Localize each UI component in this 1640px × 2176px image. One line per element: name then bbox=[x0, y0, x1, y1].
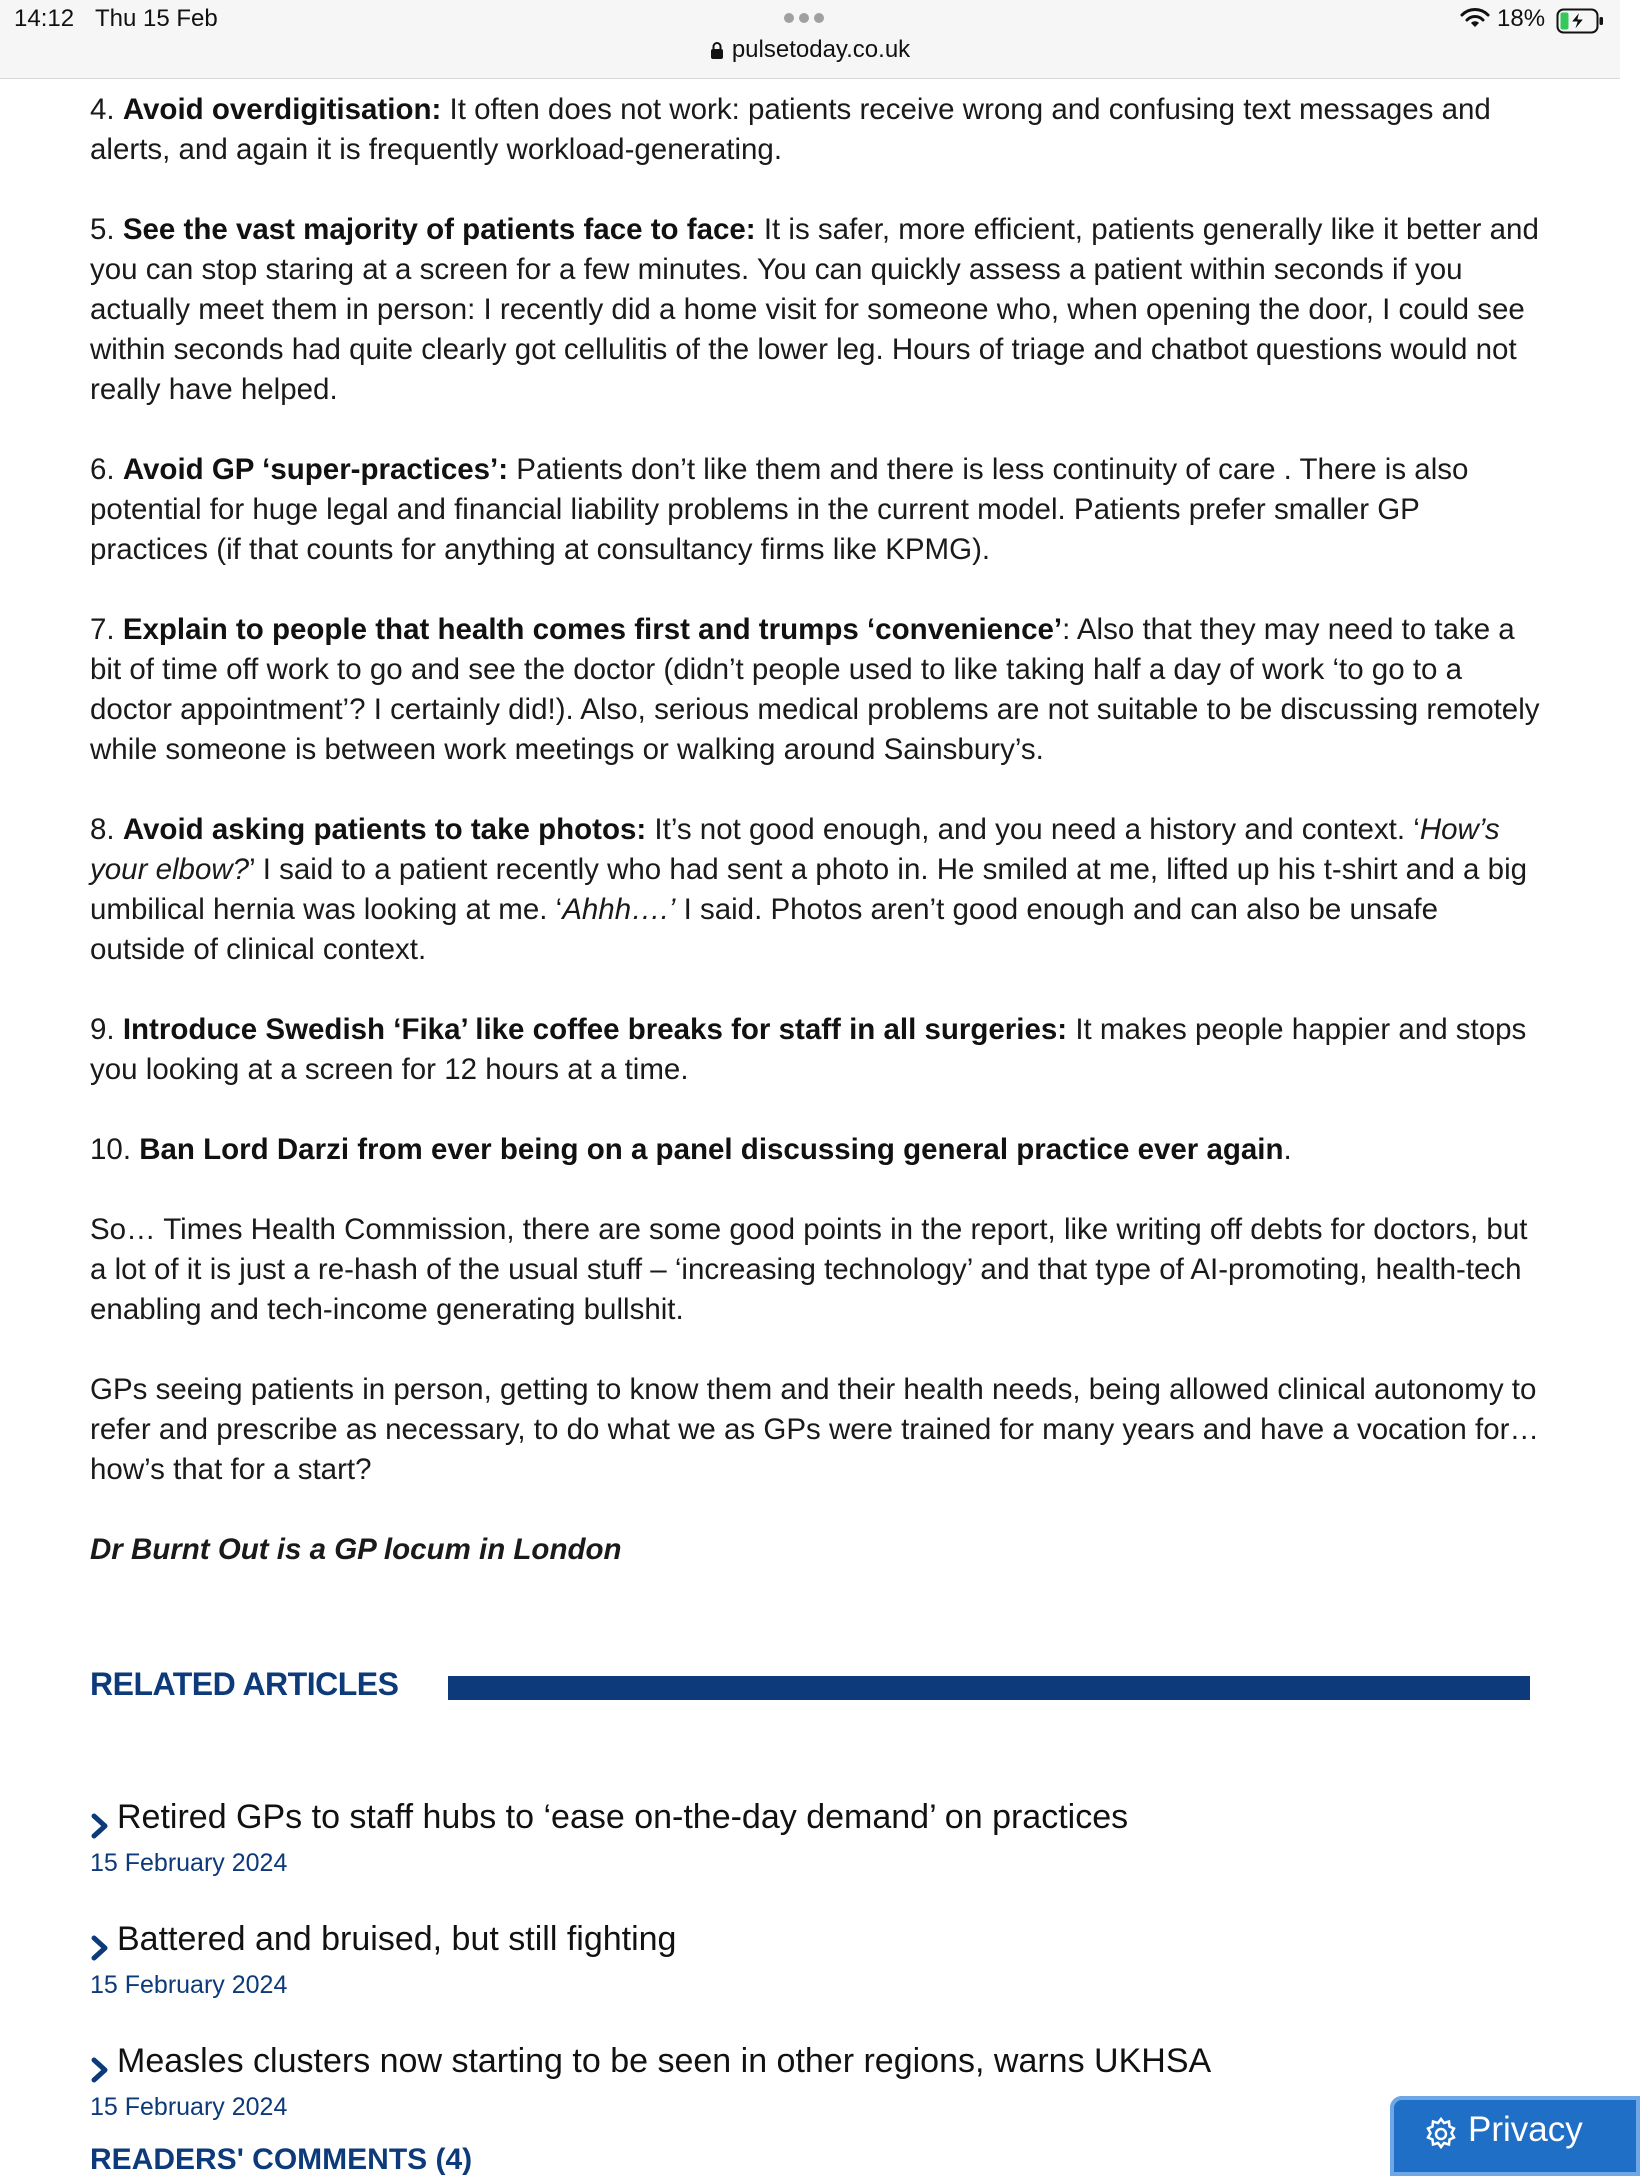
point-text: It is safer, more efficient, patients generally like it better and you can stop staring at a screen for a few minutes. You can quickly assess a patient within seconds if you actually meet them in person: I recently did a home visit for someone who, when opening the door, I could see within seconds had quite clearly got cellulitis of the lower leg. Hours of triage and chatbot questions would not really have helped. bbox=[90, 213, 1539, 406]
list-number: 7. bbox=[90, 613, 123, 646]
status-date: Thu 15 Feb bbox=[95, 5, 218, 32]
chevron-right-icon bbox=[90, 2056, 110, 2089]
related-article-item[interactable] bbox=[90, 2042, 1530, 2132]
article-paragraph bbox=[90, 810, 1540, 970]
privacy-label: Privacy bbox=[1468, 2110, 1583, 2149]
point-text: I said. Photos aren’t good enough and can also be unsafe outside of clinical context. bbox=[90, 893, 1439, 966]
point-heading: Avoid asking patients to take photos: bbox=[122, 813, 647, 846]
list-number: 8. bbox=[90, 813, 123, 846]
list-number: 4. bbox=[90, 93, 123, 126]
battery-percent: 18% bbox=[1497, 5, 1546, 32]
related-article-date: 15 February 2024 bbox=[90, 1849, 288, 1877]
point-text: ’ I said to a patient recently who had sent a photo in. He smiled at me, lifted up his t-shirt and a big umbilical hernia was looking at me. ‘ bbox=[90, 853, 1528, 926]
list-number: 9. bbox=[90, 1013, 123, 1046]
article-paragraph bbox=[90, 210, 1540, 410]
related-article-date: 15 February 2024 bbox=[90, 2093, 288, 2121]
point-heading: See the vast majority of patients face to face: bbox=[122, 213, 756, 246]
point-heading: Explain to people that health comes first and trumps ‘convenience’ bbox=[122, 613, 1063, 646]
paragraph-text: GPs seeing patients in person, getting to know them and their health needs, being allowed clinical autonomy to refer and prescribe as necessary, to do what we as GPs were trained for many years and have a vocation for… how’s that for a start? bbox=[90, 1373, 1539, 1486]
point-text: It makes people happier and stops you looking at a screen for 12 hours at a time. bbox=[90, 1013, 1527, 1086]
article-paragraph bbox=[90, 1130, 1540, 1170]
privacy-button[interactable] bbox=[1390, 2096, 1640, 2176]
article-paragraph bbox=[90, 1010, 1540, 1090]
article-paragraph bbox=[90, 1370, 1540, 1490]
quote-italic: How’s your elbow? bbox=[90, 813, 1500, 886]
multitasking-dots-icon[interactable] bbox=[784, 10, 834, 30]
paragraph-text: So… Times Health Commission, there are some good points in the report, like writing off debts for doctors, but a lot of it is just a re-hash of the usual stuff – ‘increasing technology’ and that type of AI-promoting, health-tech enabling and tech-income generating bullshit. bbox=[90, 1213, 1528, 1326]
heading-rule bbox=[448, 1676, 1530, 1700]
url-text: pulsetoday.co.uk bbox=[731, 36, 911, 63]
related-article-item[interactable] bbox=[90, 1798, 1530, 1888]
status-time: 14:12 bbox=[14, 5, 75, 32]
related-article-link[interactable]: Battered and bruised, but still fighting bbox=[117, 1920, 677, 1958]
address-bar[interactable] bbox=[0, 36, 1620, 66]
related-articles bbox=[90, 1666, 1530, 2132]
related-article-item[interactable] bbox=[90, 1920, 1530, 2010]
article-paragraph bbox=[90, 610, 1540, 770]
chevron-right-icon bbox=[90, 1934, 110, 1967]
point-heading: Avoid overdigitisation: bbox=[122, 93, 442, 126]
related-article-link[interactable]: Retired GPs to staff hubs to ‘ease on-the-day demand’ on practices bbox=[117, 1798, 1129, 1836]
chevron-right-icon bbox=[90, 1812, 110, 1845]
point-text: . bbox=[1283, 1133, 1292, 1166]
list-number: 6. bbox=[90, 453, 123, 486]
article-body bbox=[90, 90, 1540, 1610]
point-text: : Also that they may need to take a bit of time off work to go and see the doctor (didn’t people used to like taking half a day of work ‘to go to a doctor appointment’? I certainly did!). Also, serious medical problems are not suitable to be discussing remotely while someone is between work meetings or walking around Sainsbury’s. bbox=[90, 613, 1540, 766]
quote-italic: Ahhh….’ bbox=[562, 893, 676, 926]
related-header bbox=[90, 1666, 1530, 1706]
article-paragraph bbox=[90, 450, 1540, 570]
readers-comments-heading: READERS' COMMENTS (4) bbox=[90, 2143, 473, 2176]
author-byline: Dr Burnt Out is a GP locum in London bbox=[90, 1533, 622, 1566]
wifi-icon bbox=[1460, 7, 1490, 34]
list-number: 10. bbox=[90, 1133, 140, 1166]
gear-icon bbox=[1424, 2117, 1458, 2156]
point-heading: Introduce Swedish ‘Fika’ like coffee breaks for staff in all surgeries: bbox=[122, 1013, 1068, 1046]
point-heading: Ban Lord Darzi from ever being on a panel discussing general practice ever again bbox=[139, 1133, 1284, 1166]
point-heading: Avoid GP ‘super-practices’: bbox=[122, 453, 509, 486]
point-text: It often does not work: patients receive wrong and confusing text messages and alerts, and again it is frequently workload-generating. bbox=[90, 93, 1491, 166]
list-number: 5. bbox=[90, 213, 123, 246]
related-article-link[interactable]: Measles clusters now starting to be seen in other regions, warns UKHSA bbox=[117, 2042, 1212, 2080]
related-article-date: 15 February 2024 bbox=[90, 1971, 288, 1999]
article-paragraph bbox=[90, 90, 1540, 170]
lock-icon bbox=[710, 38, 724, 66]
article-paragraph bbox=[90, 1210, 1540, 1330]
point-text: It’s not good enough, and you need a history and context. ‘ bbox=[646, 813, 1420, 846]
point-text: Patients don’t like them and there is less continuity of care . There is also potential for huge legal and financial liability problems in the current model. Patients prefer smaller GP practices (if that counts for anything at consultancy firms like KPMG). bbox=[90, 453, 1469, 566]
status-bar bbox=[0, 0, 1620, 79]
battery-charging-icon bbox=[1556, 8, 1606, 39]
related-heading: RELATED ARTICLES bbox=[90, 1666, 399, 1702]
